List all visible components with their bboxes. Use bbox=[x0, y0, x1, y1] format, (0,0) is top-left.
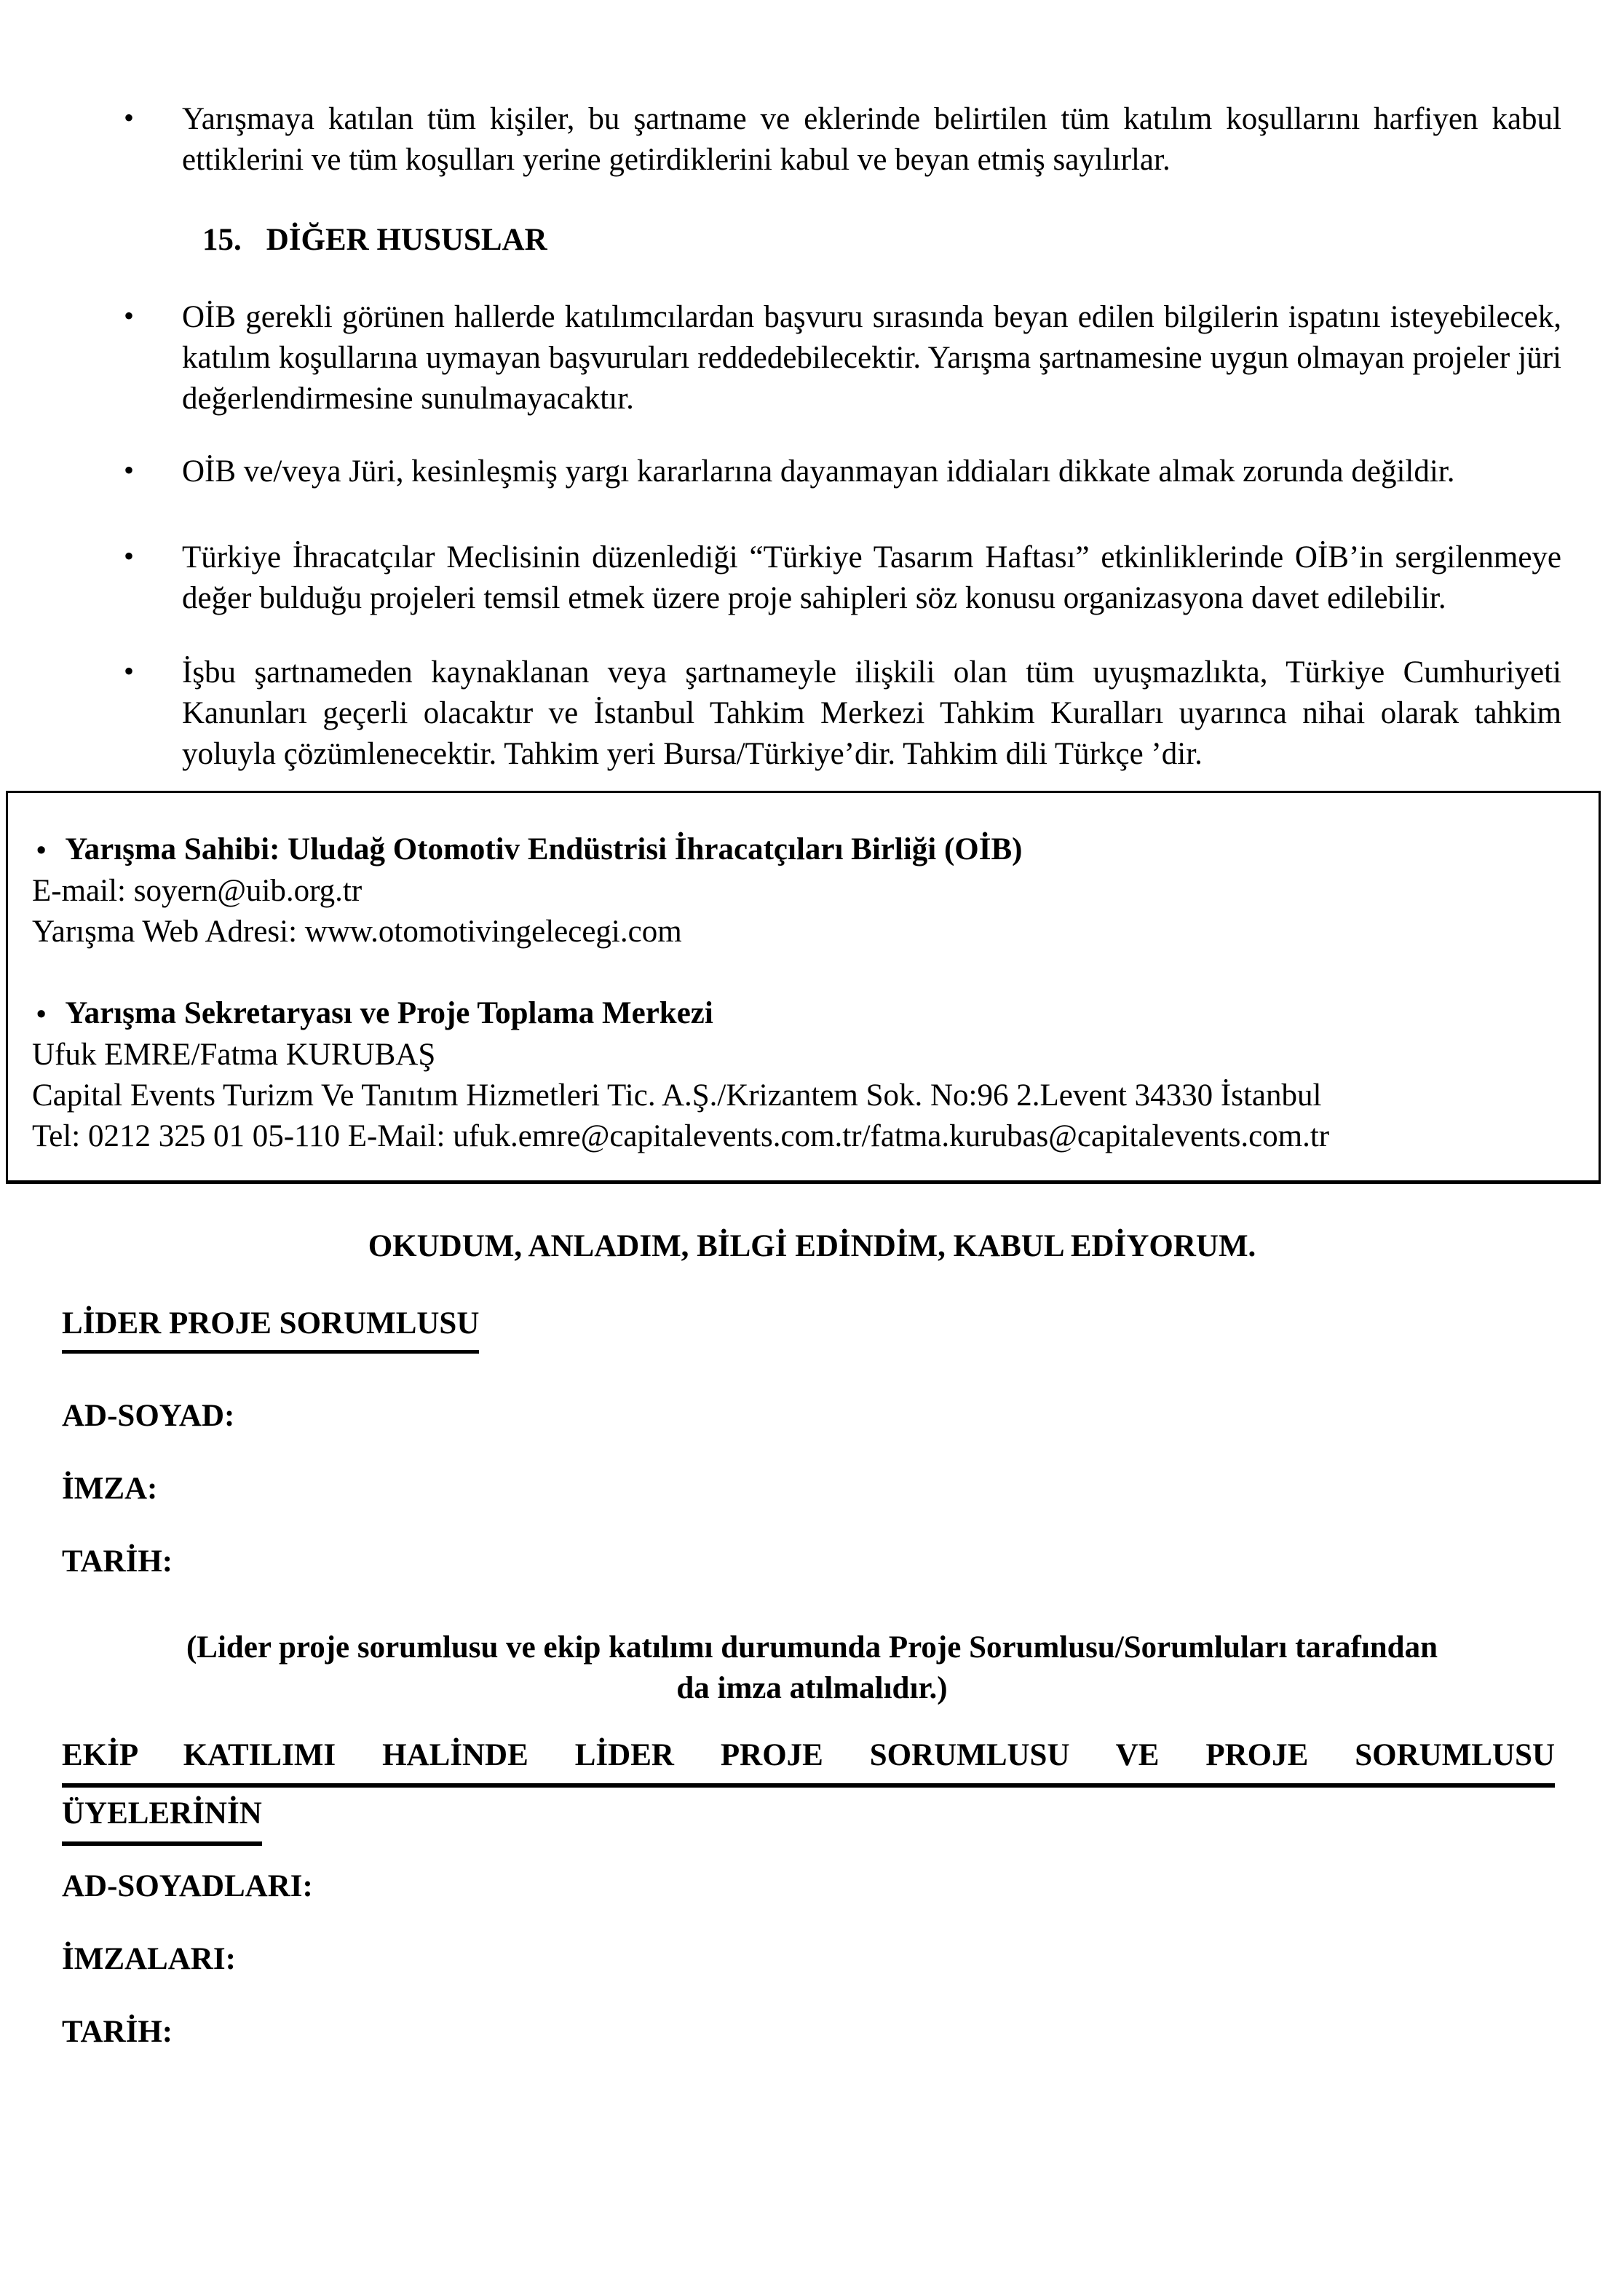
bullet-text: Türkiye İhracatçılar Meclisinin düzenlediği “Türkiye Tasarım Haftası” etkinliklerinde OİB’in sergilenmeye değer bulduğu projeleri temsil etmek üzere proje sahipleri söz konusu organizasyona davet edilebilir. bbox=[182, 540, 1561, 615]
contest-web-address-line: Yarışma Web Adresi: www.otomotivingelecegi.com bbox=[32, 915, 682, 949]
team-section-heading-line2: ÜYELERİNİN bbox=[62, 1793, 262, 1846]
secretariat-tel-line: Tel: 0212 325 01 05-110 E-Mail: ufuk.emre@capitalevents.com.tr/fatma.kurubas@capitalevents.com.tr bbox=[32, 1119, 1330, 1153]
contest-owner-label: Yarışma Sahibi: bbox=[65, 832, 280, 866]
bullet-icon: • bbox=[36, 999, 47, 1030]
signature-note-line: da imza atılmalıdır.) bbox=[676, 1671, 948, 1705]
team-signatures-label: İMZALARI: bbox=[62, 1942, 236, 1976]
secretariat-names-line: Ufuk EMRE/Fatma KURUBAŞ bbox=[32, 1038, 436, 1072]
section-heading bbox=[202, 220, 1561, 261]
secretariat-title-line bbox=[26, 993, 1577, 1035]
leader-name-label: AD-SOYAD: bbox=[62, 1399, 235, 1433]
signature-note-line: (Lider proje sorumlusu ve ekip katılımı durumunda Proje Sorumlusu/Sorumluları tarafından bbox=[186, 1630, 1438, 1665]
bullet-icon: • bbox=[124, 454, 135, 486]
leader-signature-label: İMZA: bbox=[62, 1472, 158, 1506]
secretariat-title: Yarışma Sekretaryası ve Proje Toplama Merkezi bbox=[65, 996, 713, 1030]
bullet-text: Yarışmaya katılan tüm kişiler, bu şartname ve eklerinde belirtilen tüm katılım koşullarını harfiyen kabul ettiklerini ve tüm koşulları yerine getirdiklerini kabul ve beyan etmiş sayılırlar. bbox=[182, 102, 1561, 177]
bullet-item bbox=[124, 652, 1561, 775]
bullet-icon: • bbox=[124, 101, 135, 134]
bullet-text: OİB gerekli görünen hallerde katılımcılardan başvuru sırasında beyan edilen bilgilerin ispatını isteyebilecek, katılım koşullarına uymayan başvuruları reddedebilecektir. Yarışma şartnamesine uygun olmayan projeler jüri değerlendirmesine sunulmayacaktır. bbox=[182, 300, 1561, 416]
secretariat-address-line: Capital Events Turizm Ve Tanıtım Hizmetleri Tic. A.Ş./Krizantem Sok. No:96 2.Levent 34330 İstanbul bbox=[32, 1078, 1322, 1113]
team-date-label: TARİH: bbox=[62, 2015, 173, 2049]
bullet-item bbox=[124, 99, 1561, 181]
leader-section-heading-wrap bbox=[62, 1303, 1561, 1354]
bullet-icon: • bbox=[124, 540, 135, 572]
contact-box bbox=[6, 791, 1601, 1184]
signature-note bbox=[63, 1627, 1561, 1709]
owner-email-line: E-mail: soyern@uib.org.tr bbox=[32, 874, 363, 908]
bullet-item bbox=[124, 451, 1561, 492]
team-section-heading bbox=[62, 1735, 1555, 1846]
team-section-heading-line1: EKİP KATILIMI HALİNDE LİDER PROJE SORUMLUSU VE PROJE SORUMLUSU bbox=[62, 1735, 1555, 1788]
leader-date-label: TARİH: bbox=[62, 1544, 173, 1579]
contest-owner-line bbox=[26, 829, 1577, 871]
leader-section-heading: LİDER PROJE SORUMLUSU bbox=[62, 1303, 479, 1354]
bullet-text: OİB ve/veya Jüri, kesinleşmiş yargı kararlarına dayanmayan iddiaları dikkate almak zorunda değildir. bbox=[182, 454, 1455, 489]
acknowledgement-statement: OKUDUM, ANLADIM, BİLGİ EDİNDİM, KABUL EDİYORUM. bbox=[368, 1229, 1256, 1263]
bullet-icon: • bbox=[124, 655, 135, 687]
contest-owner-value: Uludağ Otomotiv Endüstrisi İhracatçıları Birliği (OİB) bbox=[288, 832, 1023, 866]
team-names-label: AD-SOYADLARI: bbox=[62, 1869, 313, 1903]
bullet-icon: • bbox=[36, 835, 47, 866]
bullet-icon: • bbox=[124, 299, 135, 332]
bullet-item bbox=[124, 297, 1561, 419]
section-title: DİĞER HUSUSLAR bbox=[266, 223, 547, 257]
bullet-item bbox=[124, 537, 1561, 619]
section-number: 15. bbox=[202, 223, 242, 257]
bullet-text: İşbu şartnameden kaynaklanan veya şartnameyle ilişkili olan tüm uyuşmazlıkta, Türkiye Cumhuriyeti Kanunları geçerli olacaktır ve İstanbul Tahkim Merkezi Tahkim Kuralları uyarınca nihai olarak tahkim yoluyla çözümlenecektir. Tahkim yeri Bursa/Türkiye’dir. Tahkim dili Türkçe ’dir. bbox=[182, 655, 1561, 771]
